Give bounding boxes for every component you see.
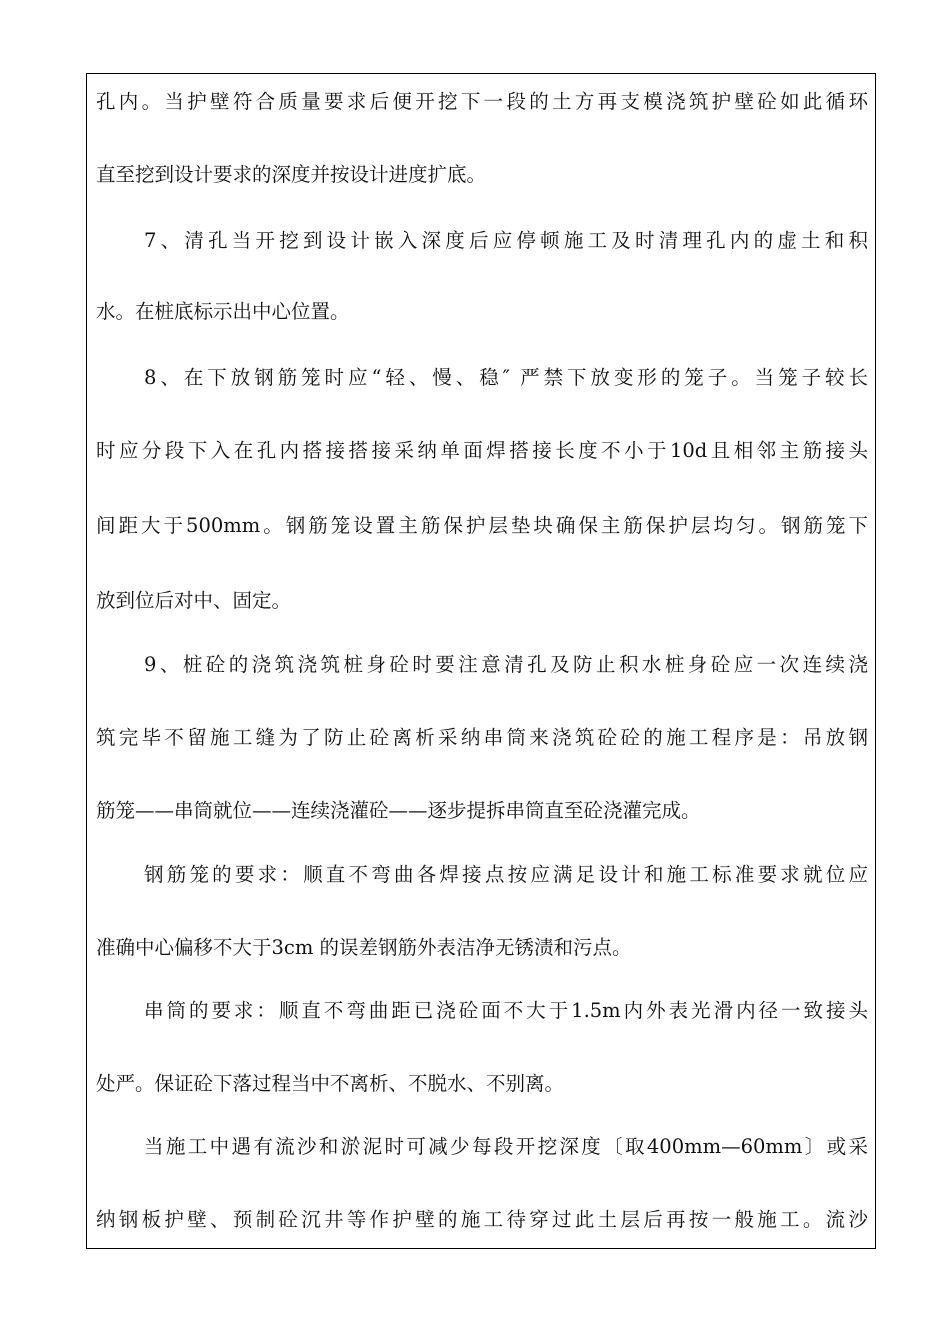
text-line: 串筒的要求：顺直不弯曲距已浇砼面不大于1.5m内外表光滑内径一致接头 [144, 999, 868, 1022]
text-line: 筋笼——串筒就位——连续浇灌砼——逐步提拆串筒直至砼浇灌完成。 [96, 799, 701, 822]
text-line: 准确中心偏移不大于3cm 的误差钢筋外表洁净无锈渍和污点。 [96, 936, 632, 959]
text-line: 放到位后对中、固定。 [96, 589, 292, 612]
text-line: 孔内。当护壁符合质量要求后便开挖下一段的土方再支模浇筑护壁砼如此循环 [96, 90, 868, 113]
text-line: 水。在桩底标示出中心位置。 [96, 300, 350, 323]
text-line: 直至挖到设计要求的深度并按设计进度扩底。 [96, 163, 487, 186]
text-line: 间距大于500mm。钢筋笼设置主筋保护层垫块确保主筋保护层均匀。钢筋笼下 [96, 514, 868, 537]
text-line: 9、桩砼的浇筑浇筑桩身砼时要注意清孔及防止积水桩身砼应一次连续浇 [144, 653, 868, 676]
text-line: 钢筋笼的要求：顺直不弯曲各焊接点按应满足设计和施工标准要求就位应 [144, 863, 868, 886]
text-line: 筑完毕不留施工缝为了防止砼离析采纳串筒来浇筑砼砼的施工程序是：吊放钢 [96, 726, 868, 749]
text-line: 8、在下放钢筋笼时应“轻、慢、稳″ 严禁下放变形的笼子。当笼子较长 [144, 366, 868, 389]
text-line: 处严。保证砼下落过程当中不离析、不脱水、不别离。 [96, 1072, 565, 1095]
text-line: 时应分段下入在孔内搭接搭接采纳单面焊搭接长度不小于10d且相邻主筋接头 [96, 439, 868, 462]
text-line: 当施工中遇有流沙和淤泥时可减少每段开挖深度〔取400mm—60mm〕或采 [144, 1135, 868, 1158]
text-line: 7、清孔当开挖到设计嵌入深度后应停顿施工及时清理孔内的虚土和积 [144, 229, 868, 252]
text-line: 纳钢板护壁、预制砼沉井等作护壁的施工待穿过此土层后再按一般施工。流沙 [96, 1208, 868, 1231]
